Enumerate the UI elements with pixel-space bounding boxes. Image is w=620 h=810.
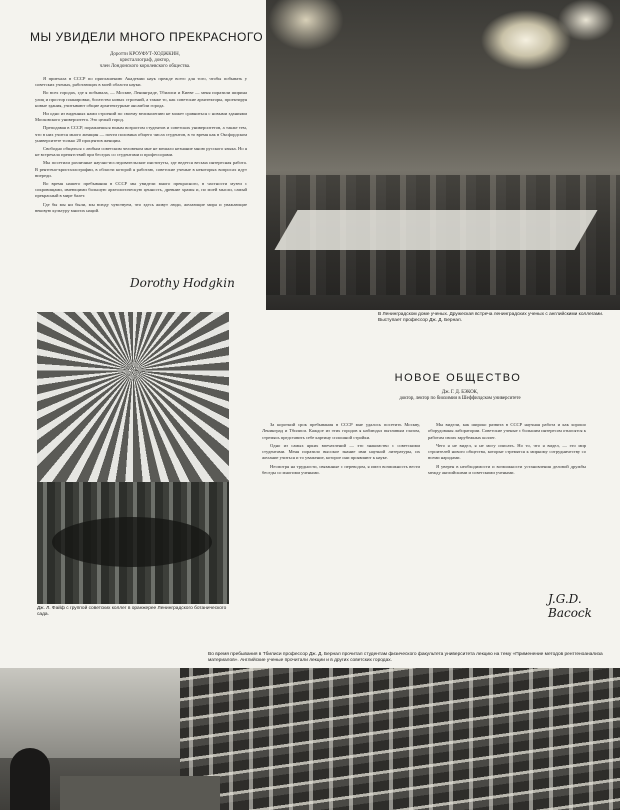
paragraph: Я приехала в СССР по приглашению Академии наук прежде всего для того, чтобы побывать у советских ученых, работающих в моей области науки. bbox=[35, 76, 247, 88]
article1-body bbox=[35, 76, 247, 216]
photo-detail bbox=[60, 776, 220, 810]
lecture-hall-photo bbox=[0, 668, 620, 810]
photo-detail bbox=[180, 668, 620, 810]
photo-detail bbox=[52, 517, 212, 567]
banquet-photo bbox=[266, 0, 620, 310]
paragraph: Преподавая в СССР, поражаешься юным возрастом студентов и советских университетов, а также тем, что в них учится много женщин — почти половина общего числа студентов, в то время как в Оксфордском университете только 20 процентов женщин. bbox=[35, 125, 247, 143]
article2-column-right bbox=[428, 422, 586, 478]
article2-byline: Дж. Г. Д. БЭКОК, доктор, лектор по биохимии в Шеффилдском университете bbox=[399, 390, 521, 401]
greenhouse-photo bbox=[37, 312, 229, 604]
paragraph: Мы посетили различные научно-исследовательские институты, где ведется весьма интересная работа. В рентгено-кристаллографии, в области которой я работаю, советские ученые в некоторых вопросах идут впереди. bbox=[35, 160, 247, 178]
paragraph: Ни одно из виденных нами строений по своему великолепию не может сравниться с новыми зданиями Московского университета. Это целый город. bbox=[35, 111, 247, 123]
paragraph: За короткий срок пребывания в СССР мне удалось посетить Москву, Ленинград и Тбилиси. Каждое из этих городов я наблюдал пытливым глазом, стремясь представить себе картину сплошной стройки. bbox=[262, 422, 420, 440]
paragraph: Где бы мы ни были, мы всюду чувствуем, что здесь живут люди, желающие мира и уважающие вековую культуру многих наций. bbox=[35, 201, 247, 213]
article1-byline: Доротти КРОУФУТ-ХОДЖКИН, кристаллограф, доктор, член Лондонского королевского общества. bbox=[99, 52, 191, 69]
article1-signature: Dorothy Hodgkin bbox=[130, 276, 235, 290]
banquet-caption: В Ленинградском доме ученых. Дружеская встреча ленинградских ученых с английскими коллегами. Выступает профессор Дж. Д. Бернал. bbox=[378, 312, 604, 323]
photo-detail bbox=[10, 748, 50, 810]
photo-detail bbox=[0, 668, 180, 758]
paragraph: Одно из самых ярких впечатлений — это знакомство с советскими студентами. Меня поразило высокое знание ими научной литературы, их желание учиться и то уважение, которое они проявляют к науке. bbox=[262, 442, 420, 461]
article2-column-left bbox=[262, 422, 420, 478]
photo-detail bbox=[274, 210, 597, 250]
article2-signature: J.G.D. Bacock bbox=[548, 592, 592, 620]
paragraph: Мы видели, как широко развита в СССР научная работа и как хорошо оборудованы лаборатории. Советские ученые с большим интересом относятся к работам своих зарубежных коллег. bbox=[428, 422, 586, 440]
paragraph: Несмотря на трудности, связанные с переводом, я имел возможность вести беседы со многими учеными. bbox=[262, 463, 420, 476]
lecture-caption: Во время пребывания в Тбилиси профессор Дж. Д. Бернал прочитал студентам физического факультета университета лекцию на тему «Применение методов рентгеноанализа материалов». Английские ученые прочитали лекции и в других советских городах. bbox=[208, 652, 603, 663]
article2-title: НОВОЕ ОБЩЕСТВО bbox=[394, 372, 522, 384]
paragraph: Во время нашего пребывания в СССР мы увидели много прекрасного, в частности музеи с сокровищами, имеющими большую археологическую ценность, древние храмы и, по моей мысли, самый прекрасный в мире балет. bbox=[35, 181, 247, 199]
paragraph: Во всех городах, где я побывала, — Москве, Ленинграде, Тбилиси и Киеве — меня поразили ширина улиц и простор планировки, богатство новых строений, а также то, как советские архитекторы, проектируя новые здания, учитывают общие архитектурные ансамбли города. bbox=[35, 90, 247, 108]
article1-title: МЫ УВИДЕЛИ МНОГО ПРЕКРАСНОГО bbox=[30, 30, 264, 44]
paragraph: Свободно общаться с любым советским человеком мне не мешало незнание мною русского языка. Но я не встречала препятствий при беседах со студентами и профессорами. bbox=[35, 146, 247, 158]
paragraph: Чего я не видел, я не могу описать. Но то, что я видел, — это мир строителей нового общества, которые стремятся к мирному сотрудничеству со всеми народами. bbox=[428, 442, 586, 461]
greenhouse-caption: Дж. Л. Файф с группой советских коллег в оранжерее Ленинградского ботанического сада. bbox=[37, 606, 227, 617]
paragraph: Я уверен в необходимости и возможности установления деловой дружбы между английскими и советскими учеными. bbox=[428, 463, 586, 476]
